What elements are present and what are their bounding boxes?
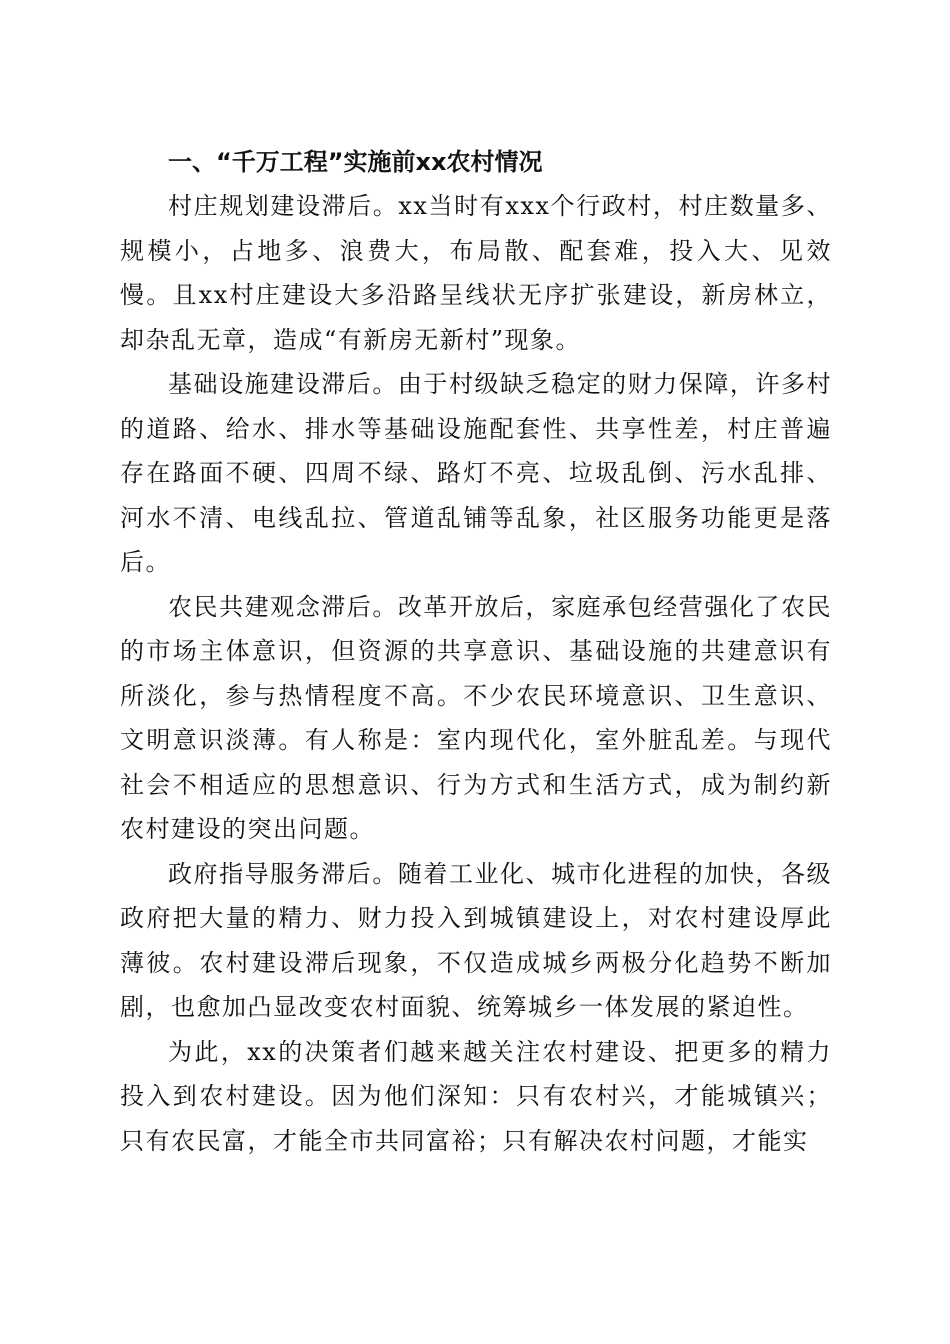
paragraph-farmer-concepts: 农民共建观念滞后。改革开放后，家庭承包经营强化了农民的市场主体意识，但资源的共享意识、基础设施的共建意识有所淡化，参与热情程度不高。不少农民环境意识、卫生意识、文明意识淡薄。有人称是：室内现代化，室外脏乱差。与现代社会不相适应的思想意识、行为方式和生活方式，成为制约新农村建设的突出问题。 <box>120 592 832 843</box>
paragraph-conclusion: 为此，xx的决策者们越来越关注农村建设、把更多的精力投入到农村建设。因为他们深知：只有农村兴，才能城镇兴；只有农民富，才能全市共同富裕；只有解决农村问题，才能实 <box>120 1037 832 1155</box>
paragraph-village-planning: 村庄规划建设滞后。xx当时有xxx个行政村，村庄数量多、规模小，占地多、浪费大，布局散、配套难，投入大、见效慢。且xx村庄建设大多沿路呈线状无序扩张建设，新房林立，却杂乱无章，造成“有新房无新村”现象。 <box>120 192 832 354</box>
document-body <box>120 140 832 1163</box>
paragraph-infrastructure: 基础设施建设滞后。由于村级缺乏稳定的财力保障，许多村的道路、给水、排水等基础设施配套性、共享性差，村庄普遍存在路面不硬、四周不绿、路灯不亮、垃圾乱倒、污水乱排、河水不清、电线乱拉、管道乱铺等乱象，社区服务功能更是落后。 <box>120 370 832 576</box>
section-heading: 一、“千万工程”实施前xx农村情况 <box>168 148 543 176</box>
paragraph-government-services: 政府指导服务滞后。随着工业化、城市化进程的加快，各级政府把大量的精力、财力投入到城镇建设上，对农村建设厚此薄彼。农村建设滞后现象，不仅造成城乡两极分化趋势不断加剧，也愈加凸显改变农村面貌、统筹城乡一体发展的紧迫性。 <box>120 859 832 1021</box>
